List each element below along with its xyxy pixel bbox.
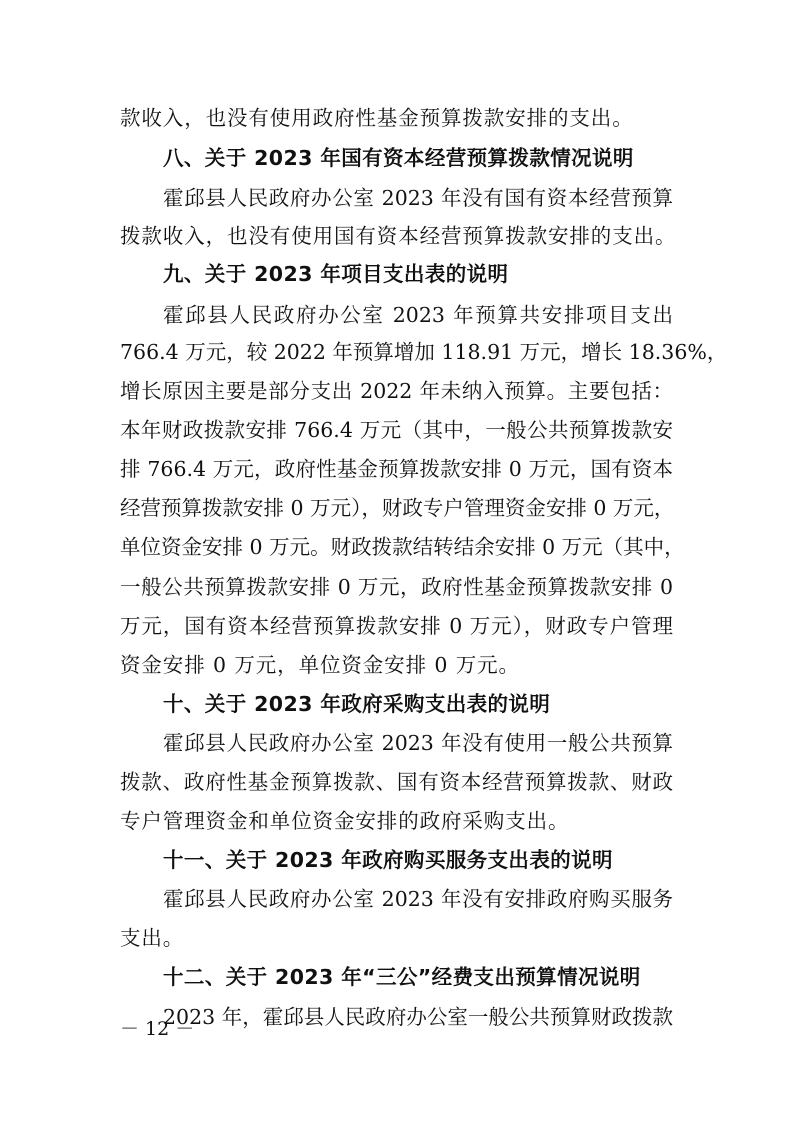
paragraph-line: 霍邱县人民政府办公室 2023 年没有国有资本经营预算 — [163, 186, 673, 210]
paragraph-line: 款收入，也没有使用政府性基金预算拨款安排的支出。 — [120, 106, 634, 130]
section-heading-9: 九、关于 2023 年项目支出表的说明 — [163, 262, 509, 286]
section-heading-11: 十一、关于 2023 年政府购买服务支出表的说明 — [163, 848, 613, 872]
paragraph-line: 一般公共预算拨款安排 0 万元，政府性基金预算拨款安排 0 — [120, 575, 673, 599]
paragraph-line: 增长原因主要是部分支出 2022 年未纳入预算。主要包括： — [120, 379, 673, 403]
paragraph-line: 2023 年，霍邱县人民政府办公室一般公共预算财政拨款 — [163, 1005, 673, 1029]
paragraph-line: 专户管理资金和单位资金安排的政府采购支出。 — [120, 809, 570, 833]
paragraph-line: 霍邱县人民政府办公室 2023 年没有安排政府购买服务 — [163, 887, 673, 911]
paragraph-line: 资金安排 0 万元，单位资金安排 0 万元。 — [120, 653, 520, 677]
paragraph-line: 单位资金安排 0 万元。财政拨款结转结余安排 0 万元（其中， — [120, 535, 685, 559]
page-number: － 12 － — [120, 1018, 195, 1040]
paragraph-line: 经营预算拨款安排 0 万元），财政专户管理资金安排 0 万元， — [120, 496, 675, 520]
paragraph-line: 霍邱县人民政府办公室 2023 年预算共安排项目支出 — [163, 303, 673, 327]
section-heading-10: 十、关于 2023 年政府采购支出表的说明 — [163, 692, 551, 716]
section-heading-8: 八、关于 2023 年国有资本经营预算拨款情况说明 — [163, 146, 634, 170]
section-heading-12: 十二、关于 2023 年“三公”经费支出预算情况说明 — [163, 965, 641, 989]
paragraph-line: 排 766.4 万元，政府性基金预算拨款安排 0 万元，国有资本 — [120, 457, 673, 481]
paragraph-line: 拨款收入，也没有使用国有资本经营预算拨款安排的支出。 — [120, 224, 677, 248]
paragraph-line: 766.4 万元，较 2022 年预算增加 118.91 万元，增长 18.36%， — [120, 340, 728, 364]
paragraph-line: 万元，国有资本经营预算拨款安排 0 万元），财政专户管理 — [120, 614, 673, 638]
paragraph-line: 支出。 — [120, 926, 185, 950]
paragraph-line: 本年财政拨款安排 766.4 万元（其中，一般公共预算拨款安 — [120, 418, 673, 442]
paragraph-line: 拨款、政府性基金预算拨款、国有资本经营预算拨款、财政 — [120, 770, 673, 794]
paragraph-line: 霍邱县人民政府办公室 2023 年没有使用一般公共预算 — [163, 731, 673, 755]
